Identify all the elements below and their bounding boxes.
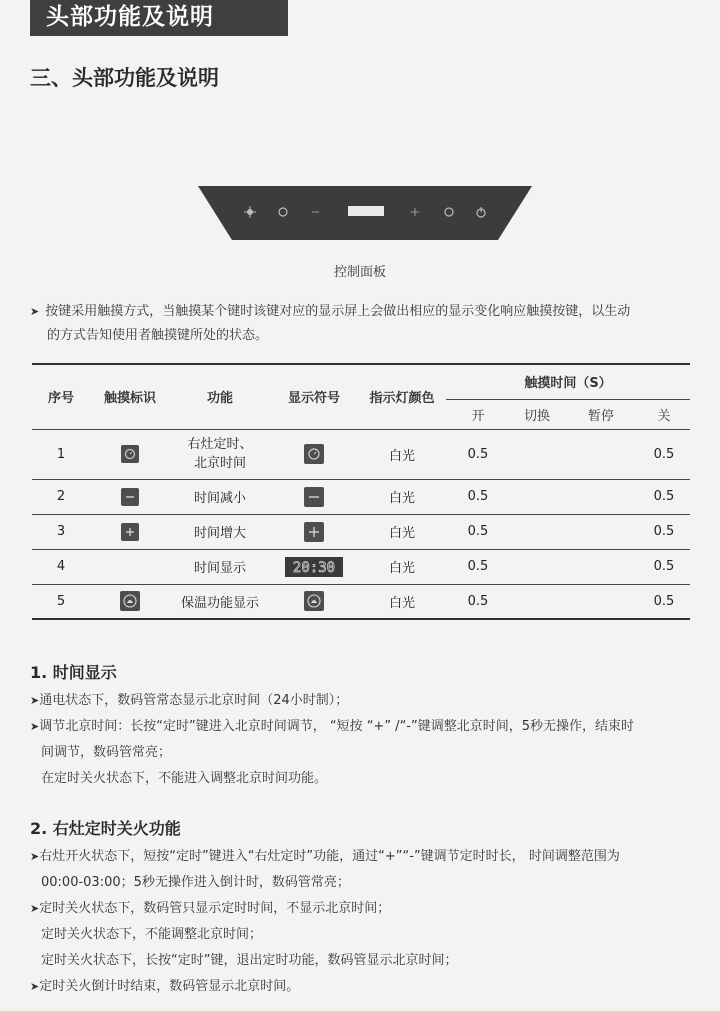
bullet-icon: ➤ — [30, 980, 40, 993]
touch-key-table — [32, 363, 690, 620]
section-title: 三、头部功能及说明 — [30, 66, 219, 90]
header-touch-mark: 触摸标识 — [103, 391, 156, 407]
intro-line-2: 的方式告知使用者触摸键所处的状态。 — [47, 328, 269, 343]
row-off: 0.5 — [653, 524, 675, 539]
row-off: 0.5 — [653, 489, 675, 504]
row-off: 0.5 — [653, 559, 675, 574]
row-light: 白光 — [388, 595, 415, 611]
section-2-body: ➤右灶开火状态下，短按“定时”键进入“右灶定时”功能，通过“+”“-”键调节定时时长， 时间调整范围为 00:00-03:00；5秒无操作进入倒计时，数码管常亮； ➤定时关火状态下，数码管只显示定时时间，不显示北京时间； 定时关火状态下，不能调整北京时间； 定时关火状态下，长按“定时”键，退出定时功能，数码管显示北京时间； ➤定时关火倒计时结束，数码管显示北京时间。 — [30, 849, 620, 994]
row-pause — [564, 549, 638, 584]
header-display-symbol: 显示符号 — [287, 391, 340, 407]
keep-warm-icon — [120, 591, 140, 611]
row-pause — [564, 514, 638, 549]
row-pause — [564, 429, 638, 479]
row-index: 5 — [56, 593, 66, 609]
row-pause — [564, 479, 638, 514]
table-row — [32, 549, 690, 584]
row-on: 0.5 — [467, 524, 489, 539]
bullet-icon: ➤ — [30, 305, 40, 318]
minus-icon — [304, 487, 324, 507]
header-tab-title: 头部功能及说明 — [30, 0, 288, 36]
table-row — [32, 514, 690, 549]
header-function: 功能 — [206, 391, 233, 407]
row-light: 白光 — [388, 491, 415, 506]
header-touch-time: 触摸时间（S） — [446, 364, 690, 399]
section-1-body: ➤通电状态下，数码管常态显示北京时间（24小时制）； ➤调节北京时间：长按“定时”键进入北京时间调节， “短按 “+” /“-”键调整北京时间，5秒无操作，结束时 间调节，数码管常亮； 在定时关火状态下，不能进入调整北京时间功能。 — [30, 693, 634, 786]
table-row — [32, 479, 690, 514]
plus-icon — [304, 522, 324, 542]
row-index: 4 — [56, 559, 66, 574]
row-light: 白光 — [388, 448, 415, 464]
control-panel-illustration — [198, 186, 532, 242]
row-off: 0.5 — [653, 446, 675, 462]
row-switch — [510, 479, 564, 514]
row-light: 白光 — [388, 526, 415, 541]
row-on: 0.5 — [467, 559, 489, 574]
row-off: 0.5 — [653, 593, 675, 609]
row-function: 时间增大 — [193, 526, 246, 541]
plus-icon — [121, 523, 139, 541]
row-function: 保温功能显示 — [180, 595, 259, 611]
row-switch — [510, 549, 564, 584]
header-index: 序号 — [47, 391, 74, 407]
lcd-display — [285, 557, 343, 577]
section-1-title: 1. 时间显示 — [30, 663, 117, 682]
row-function: 右灶定时、 北京时间 — [187, 437, 253, 471]
row-index: 1 — [56, 446, 66, 462]
row-light: 白光 — [388, 561, 415, 576]
header-on: 开 — [471, 408, 485, 424]
bullet-icon: ➤ — [30, 850, 40, 863]
row-function: 时间减小 — [193, 491, 246, 506]
row-pause — [564, 584, 638, 619]
minus-icon — [121, 488, 139, 506]
lcd-display — [348, 206, 384, 216]
row-function: 时间显示 — [193, 561, 246, 576]
svg-text:20:30: 20:30 — [292, 559, 336, 576]
row-on: 0.5 — [467, 489, 489, 504]
header-pause: 暂停 — [587, 408, 614, 424]
table-row — [32, 429, 690, 479]
row-index: 3 — [56, 524, 66, 539]
header-switch: 切换 — [523, 408, 550, 424]
row-switch — [510, 584, 564, 619]
panel-caption: 控制面板 — [333, 265, 386, 280]
table-row — [32, 584, 690, 619]
header-light-color: 指示灯颜色 — [369, 391, 435, 407]
bullet-icon: ➤ — [30, 902, 40, 915]
section-2-title: 2. 右灶定时关火功能 — [30, 819, 181, 838]
row-on: 0.5 — [467, 446, 489, 462]
bullet-icon: ➤ — [30, 720, 40, 733]
header-off: 关 — [657, 408, 671, 424]
timer-icon — [121, 445, 139, 463]
bullet-icon: ➤ — [30, 694, 40, 707]
timer-icon — [304, 444, 324, 464]
row-switch — [510, 514, 564, 549]
keep-warm-icon — [304, 591, 324, 611]
intro-paragraph — [30, 300, 690, 348]
row-on: 0.5 — [467, 593, 489, 609]
intro-line-1: 按键采用触摸方式，当触摸某个键时该键对应的显示屏上会做出相应的显示变化响应触摸按键，以生动 — [45, 304, 631, 319]
row-index: 2 — [56, 489, 66, 504]
row-switch — [510, 429, 564, 479]
